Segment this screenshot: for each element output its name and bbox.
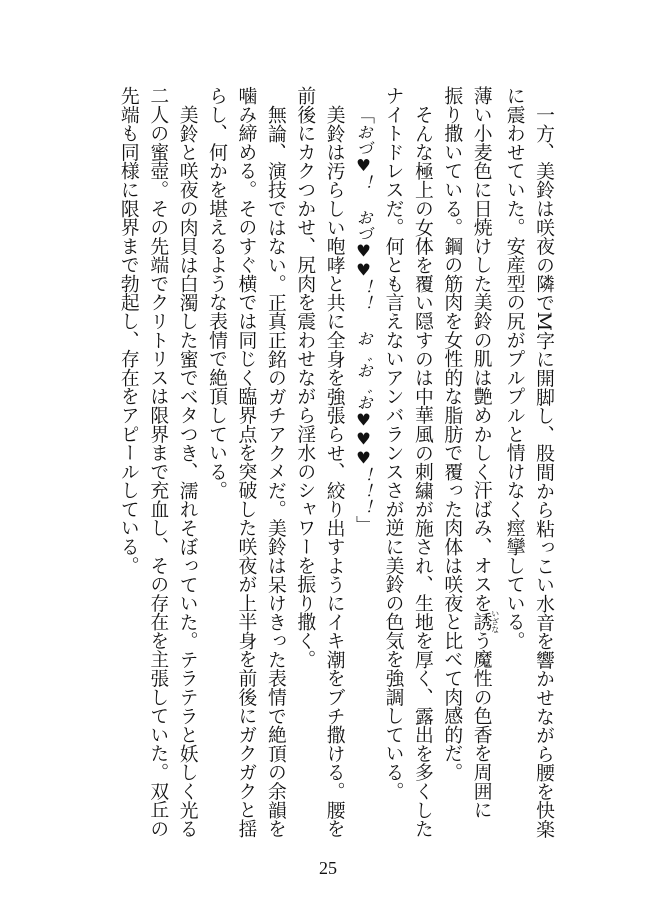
exclamation: ！！！ [354, 467, 374, 516]
text-column: 先端も同様に限界まで勃起し、存在をアピールしている。 [117, 86, 139, 575]
text-segment: 薄い小麦色に日焼けした美鈴の肌は艶めかしく汗ばみ、オスを [470, 86, 492, 613]
page-number: 25 [319, 858, 337, 878]
ruby-word [470, 609, 500, 634]
text-column: に震わせていた。安産型の尻がプルプルと情けなく痙攣している。 [503, 86, 525, 650]
moan: お゛お゛お [354, 330, 374, 411]
heart-icon: ♥ [354, 155, 374, 175]
close-bracket: 」 [353, 515, 375, 534]
text-column: 一方、美鈴は咲夜の隣でM字に開脚し、股間から粘っこい水音を響かせながら腰を快楽 [533, 104, 554, 839]
text-column: らし、何かを堪えるような表情で絶頂している。 [206, 86, 228, 500]
text-segment: う魔性の色香を周囲に [470, 630, 492, 819]
text-column: 前後にカクつかせ、尻肉を震わせながら淫水のシャワーを振り撒く。 [294, 86, 316, 669]
text-column: 振り撒いている。鋼の筋肉を女性的な脂肪で覆った肉体は咲夜と比べて肉感的だ。 [441, 86, 463, 782]
heart-icon: ♥♥♥ [354, 410, 374, 468]
text-column: 二人の蜜壺。その先端でクリトリスは限界まで充血し、その存在を主張していた。双丘の [147, 86, 169, 838]
vertical-body-text [113, 86, 558, 838]
text-column: ナイトドレスだ。何とも言えないアンバランスさが逆に美鈴の色気を強調している。 [382, 86, 404, 801]
text-column: そんな極上の女体を覆い隠すのは中華風の刺繍が施され、生地を厚く、露出を多くした [411, 104, 433, 838]
text-column [466, 86, 499, 838]
ruby-reading: いざな [490, 609, 500, 634]
dialogue-column [349, 86, 378, 838]
heart-icon: ♥♥ [354, 241, 374, 280]
text-column: 無論、演技ではない。正真正銘のガチアクメだ。美鈴は呆けきった表情で絶頂の余韻を [264, 104, 286, 838]
open-bracket: 「 [353, 104, 375, 124]
moan: おづ [354, 209, 374, 242]
ruby-base: 誘 [470, 609, 492, 634]
moan: おづ [354, 123, 374, 156]
exclamation: ！ [354, 174, 374, 191]
text-column: 美鈴は汚らしい咆哮と共に全身を強張らせ、絞り出すようにイキ潮をブチ撒ける。腰を [323, 104, 345, 838]
text-column: 噛み締める。そのすぐ横では同じく臨界点を突破した咲夜が上半身を前後にガクガクと揺 [235, 86, 257, 838]
text-column: 美鈴と咲夜の肉貝は白濁した蜜でベタつき、濡れそぼっていた。テラテラと妖しく光る [176, 104, 198, 838]
exclamation: ！！ [354, 279, 374, 312]
